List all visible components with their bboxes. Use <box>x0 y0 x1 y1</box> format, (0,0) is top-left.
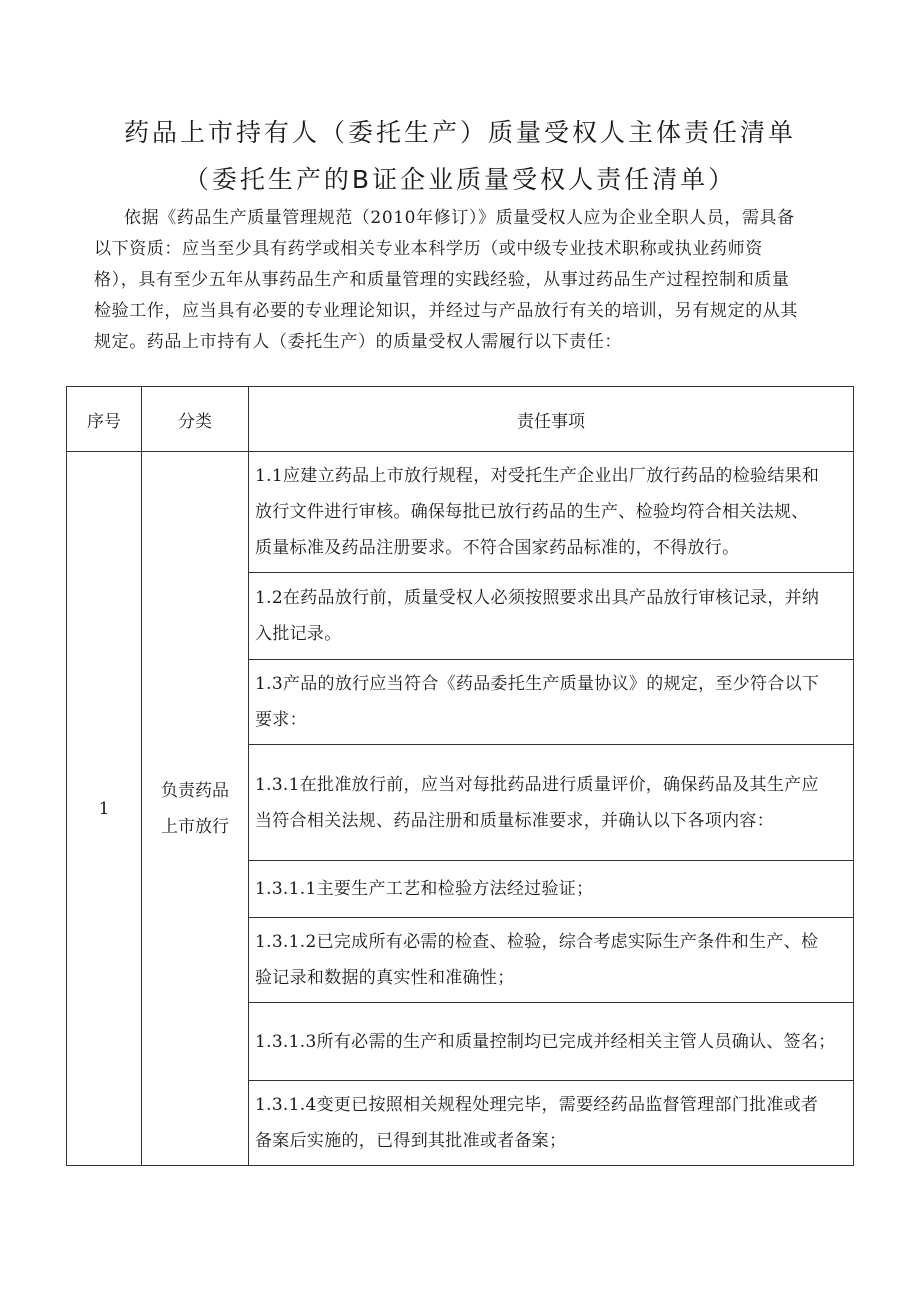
document-subtitle: （委托生产的B证企业质量受权人责任清单） <box>183 165 737 194</box>
header-item: 责任事项 <box>249 387 854 452</box>
item-line: 1.3.1在批准放行前，应当对每批药品进行质量评价，确保药品及其生产应 <box>255 774 819 795</box>
intro-line: 以下资质：应当至少具有药学或相关专业本科学历（或中级专业技术职称或执业药师资 <box>94 239 763 259</box>
category-line: 负责药品 <box>161 780 229 801</box>
row-seq-cell: 1 <box>67 452 142 1166</box>
item-1-2 <box>249 573 854 660</box>
responsibility-table <box>66 386 854 1166</box>
item-line: 1.3.1.1主要生产工艺和检验方法经过验证； <box>255 879 594 899</box>
item-line: 验记录和数据的真实性和准确性； <box>255 968 515 988</box>
table-row <box>67 452 854 573</box>
intro-line: 依据《药品生产质量管理规范（2010年修订）》质量受权人应为企业全职人员，需具备 <box>124 208 795 228</box>
intro-line: 检验工作，应当具有必要的专业理论知识，并经过与产品放行有关的培训，另有规定的从其 <box>94 301 798 321</box>
row-category-cell <box>142 452 249 1166</box>
item-1-3 <box>249 660 854 745</box>
item-1-3-1 <box>249 745 854 861</box>
item-line: 1.3产品的放行应当符合《药品委托生产质量协议》的规定，至少符合以下 <box>255 674 820 694</box>
intro-paragraph <box>94 203 856 358</box>
item-line: 1.1应建立药品上市放行规程，对受托生产企业出厂放行药品的检验结果和 <box>255 466 820 486</box>
item-line: 要求： <box>255 710 307 730</box>
item-line: 1.3.1.2已完成所有必需的检查、检验，综合考虑实际生产条件和生产、检 <box>255 932 819 952</box>
item-1-3-1-4 <box>249 1081 854 1166</box>
header-category: 分类 <box>142 387 249 452</box>
category-line: 上市放行 <box>161 816 229 837</box>
table-header-row <box>67 387 854 452</box>
item-line: 质量标准及药品注册要求。不符合国家药品标准的，不得放行。 <box>255 538 740 558</box>
item-line: 1.2在药品放行前，质量受权人必须按照要求出具产品放行审核记录，并纳 <box>255 588 820 608</box>
item-line: 1.3.1.4变更已按照相关规程处理完毕，需要经药品监督管理部门批准或者 <box>255 1095 819 1115</box>
item-line: 1.3.1.3所有必需的生产和质量控制均已完成并经相关主管人员确认、签名； <box>255 1031 836 1052</box>
intro-line: 格），具有至少五年从事药品生产和质量管理的实践经验，从事过药品生产过程控制和质量 <box>94 270 790 290</box>
item-1-3-1-2 <box>249 918 854 1003</box>
item-line: 入批记录。 <box>255 624 342 644</box>
item-1-1 <box>249 452 854 573</box>
document-title: 药品上市持有人（委托生产）质量受权人主体责任清单 <box>123 118 796 147</box>
item-line: 当符合相关法规、药品注册和质量标准要求，并确认以下各项内容： <box>255 810 774 831</box>
item-1-3-1-3 <box>249 1003 854 1081</box>
intro-line: 规定。药品上市持有人（委托生产）的质量受权人需履行以下责任： <box>94 332 622 352</box>
item-1-3-1-1 <box>249 861 854 918</box>
item-line: 备案后实施的，已得到其批准或者备案； <box>255 1131 567 1151</box>
header-seq: 序号 <box>67 387 142 452</box>
item-line: 放行文件进行审核。确保每批已放行药品的生产、检验均符合相关法规、 <box>255 502 809 522</box>
